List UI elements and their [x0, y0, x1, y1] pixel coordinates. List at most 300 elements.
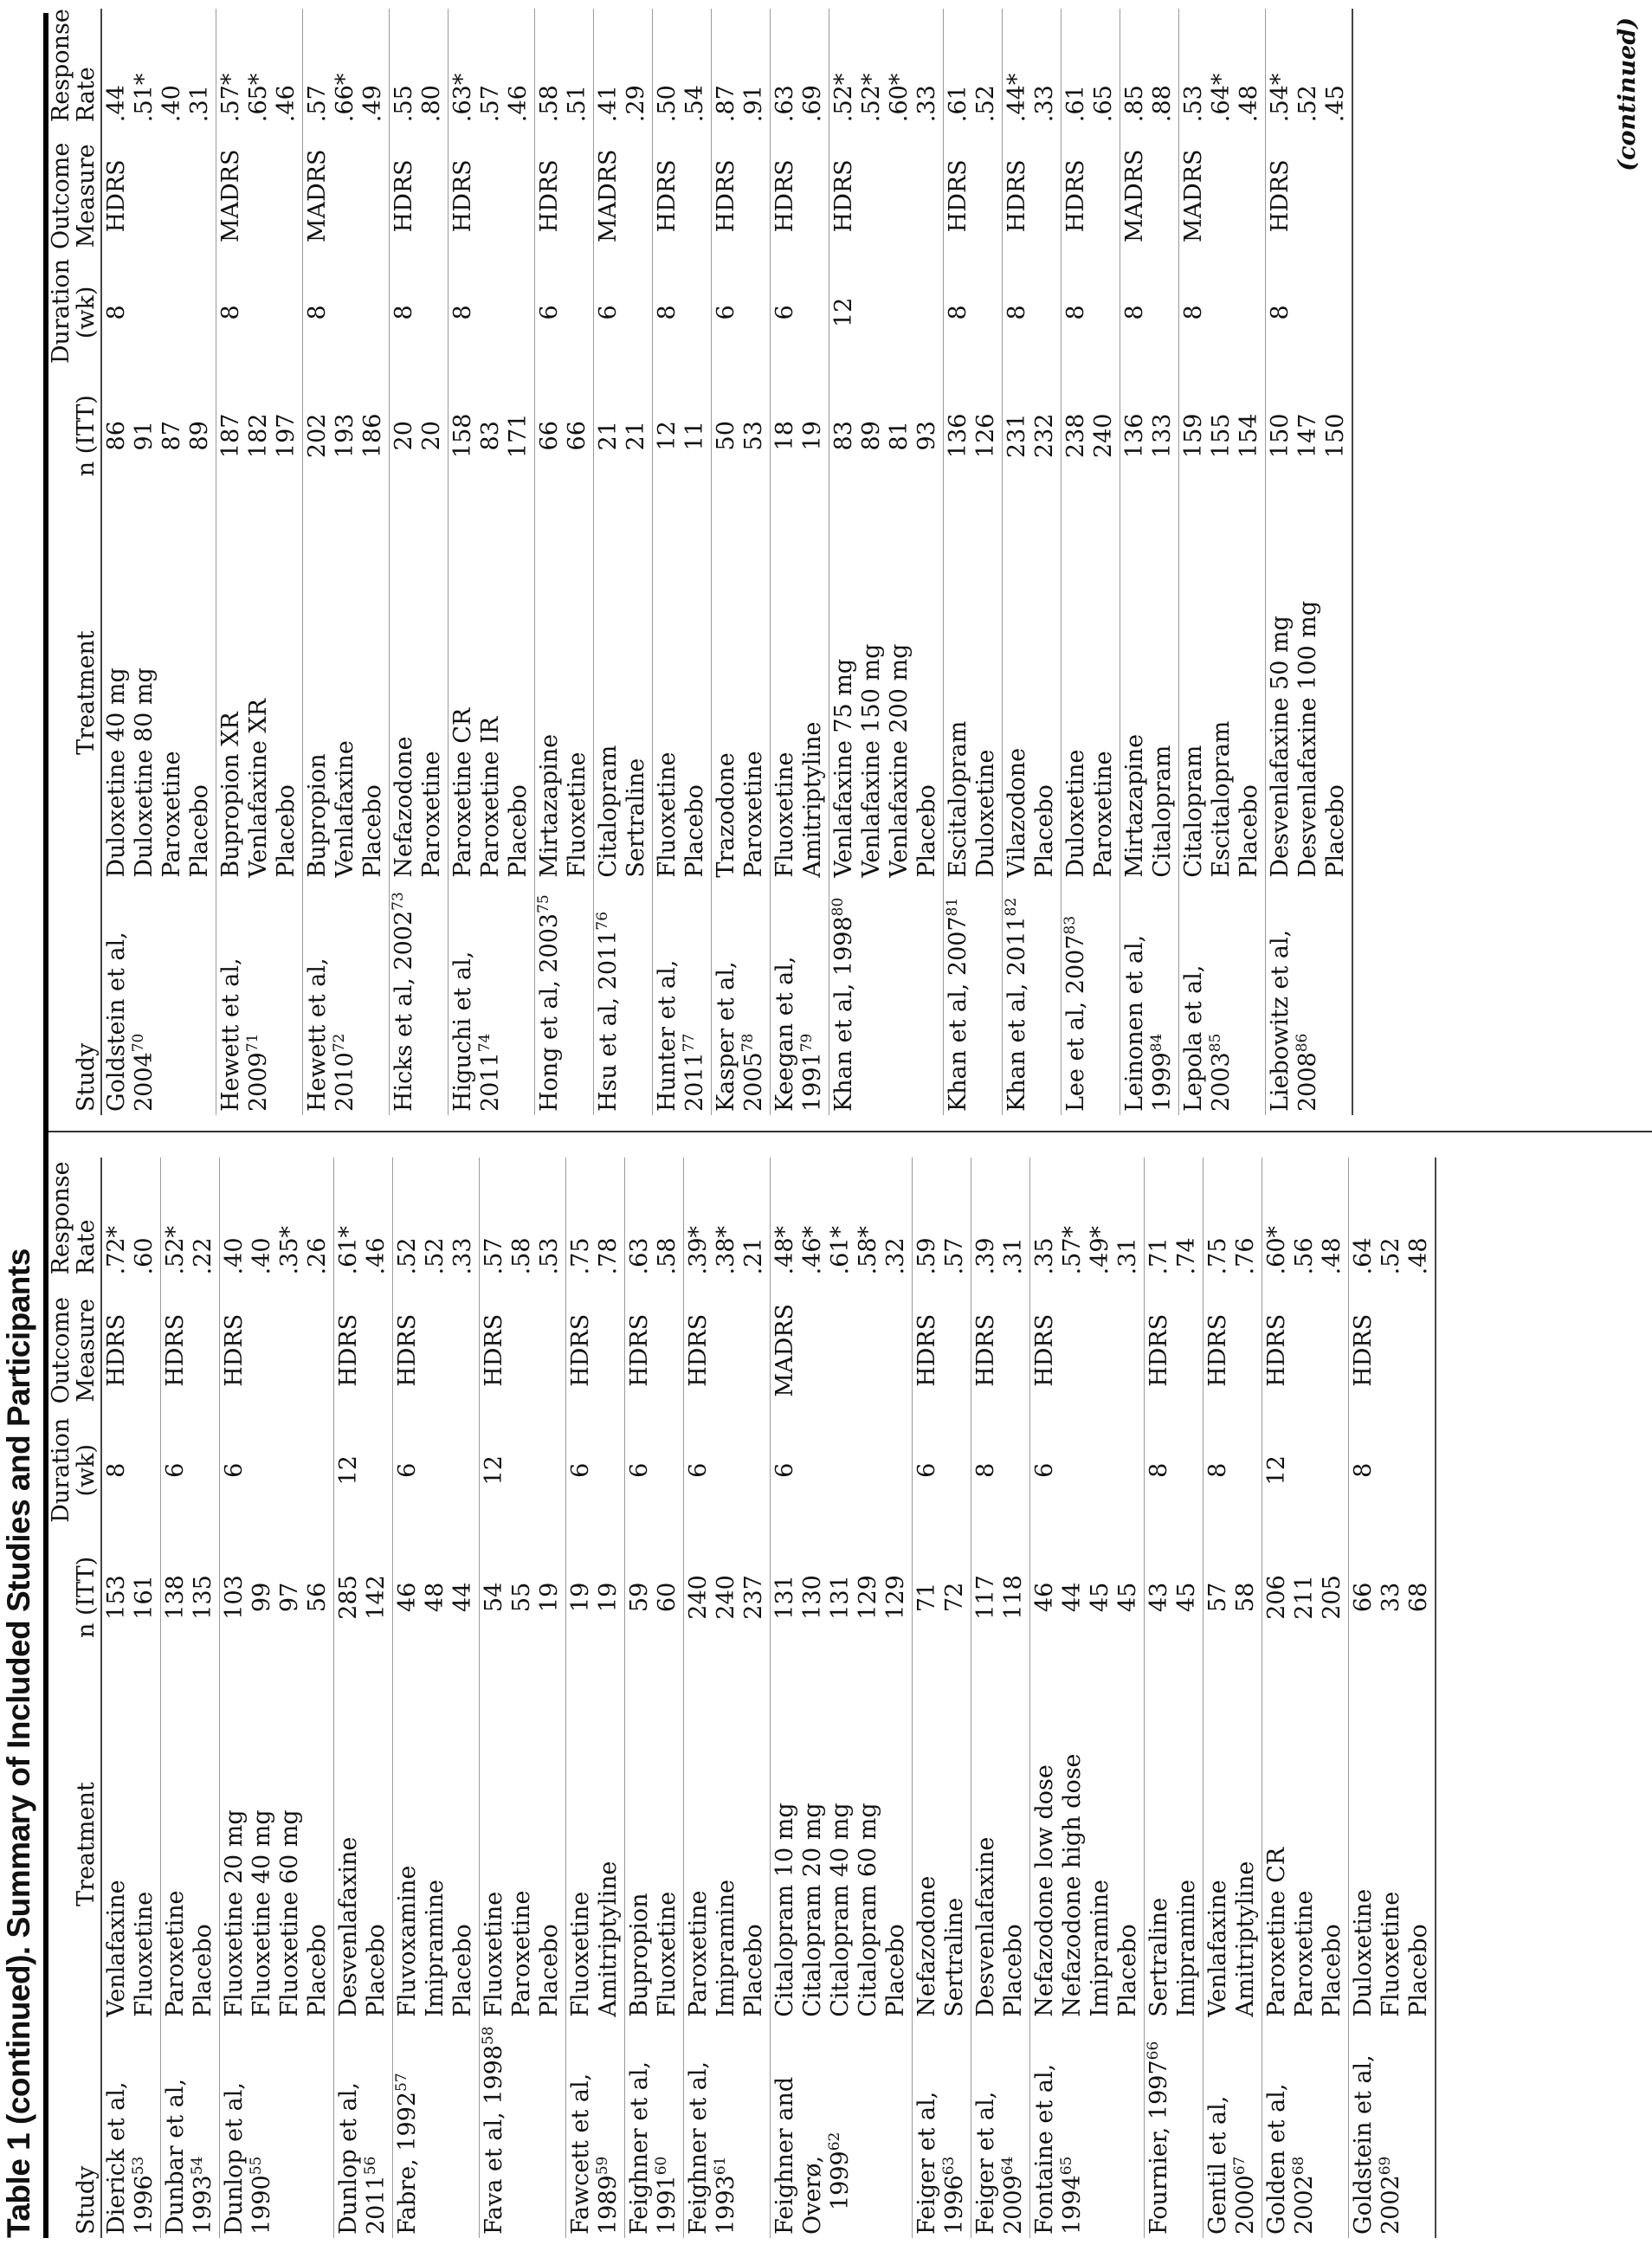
study-name-line [771, 885, 827, 1112]
treatment-name: Desvenlafaxine 100 mg [1294, 600, 1321, 878]
n-value: 171 [505, 413, 532, 459]
n-value: 19 [799, 421, 826, 451]
study-ref: 56 [362, 2156, 379, 2176]
table-body-right [101, 9, 1352, 1115]
rate-value: .53 [1180, 85, 1207, 123]
header-duration [48, 258, 101, 368]
treatment-name: Placebo [536, 1924, 563, 2017]
n-cell [1145, 1526, 1204, 1667]
treatment-name: Placebo [1322, 784, 1349, 878]
treatment-name: Paroxetine IR [477, 716, 504, 878]
measure-value: HDRS [830, 159, 857, 233]
treatment-cell [913, 1667, 971, 2020]
duration-value: 6 [394, 1462, 421, 1478]
rate-value: .52* [162, 1225, 189, 1275]
study-name-line [449, 885, 505, 1112]
treatment-name: Escitalopram [1208, 720, 1235, 878]
measure-cell [684, 1287, 771, 1414]
study-cell [829, 881, 944, 1115]
measure-value: HDRS [1204, 1313, 1231, 1387]
study-row [303, 9, 390, 1115]
measure-value: MADRS [304, 149, 331, 243]
n-cell [1349, 1526, 1436, 1667]
n-value: 20 [418, 421, 445, 451]
rate-value: .64* [1208, 73, 1235, 123]
n-cell [161, 1526, 220, 1667]
treatment-name: Fluoxetine [654, 1891, 681, 2017]
study-cell [1145, 2021, 1204, 2238]
rate-value: .60* [1263, 1225, 1290, 1275]
duration-cell [220, 1414, 334, 1526]
n-cell [480, 1526, 566, 1667]
header-row [48, 9, 101, 1115]
n-value: 193 [332, 413, 358, 459]
rate-value: .40 [221, 1237, 248, 1275]
rate-value: .52 [1378, 1237, 1404, 1275]
header-rate-line2: Rate [73, 67, 100, 123]
treatment-name: Fluoxetine 40 mg [248, 1809, 275, 2017]
rate-value: .57* [1059, 1225, 1086, 1275]
duration-cell [448, 258, 535, 368]
study-row [1179, 9, 1266, 1115]
study-ref: 73 [390, 892, 407, 911]
rate-value: .85 [1121, 85, 1148, 123]
n-value: 93 [913, 421, 940, 451]
header-treatment: Treatment [48, 504, 101, 880]
rate-value: .21 [740, 1237, 767, 1275]
rate-cell [220, 1158, 334, 1287]
study-cell [448, 881, 535, 1115]
treatment-cell [944, 504, 1003, 880]
study-cell [161, 2021, 220, 2238]
treatment-name: Nefazodone high dose [1059, 1753, 1086, 2017]
study-ref: 72 [331, 1033, 348, 1053]
rate-value: .46 [363, 1237, 390, 1275]
rate-cell [771, 1158, 913, 1287]
measure-value: MADRS [217, 149, 244, 243]
treatment-name: Citalopram 10 mg [771, 1803, 798, 2017]
duration-cell [1179, 258, 1266, 368]
n-value: 129 [882, 1575, 909, 1620]
n-value: 68 [1405, 1582, 1432, 1613]
rate-value: .52* [830, 73, 857, 123]
measure-value: HDRS [972, 1313, 999, 1387]
study-cell [535, 881, 594, 1115]
n-value: 83 [830, 421, 857, 451]
duration-cell [594, 258, 653, 368]
study-cell [1030, 2021, 1145, 2238]
duration-value: 12 [481, 1455, 507, 1486]
treatment-name: Placebo [681, 784, 708, 878]
rate-cell [1262, 1158, 1349, 1287]
study-row [594, 9, 653, 1115]
n-cell [971, 1526, 1030, 1667]
n-cell [684, 1526, 771, 1667]
measure-cell [1349, 1287, 1436, 1414]
duration-cell [712, 258, 771, 368]
rate-value: .44* [1003, 73, 1030, 123]
rate-cell [1204, 1158, 1262, 1287]
n-value: 155 [1208, 413, 1235, 459]
n-value: 211 [1291, 1575, 1318, 1620]
measure-cell [913, 1287, 971, 1414]
study-name-line [1031, 2024, 1087, 2235]
treatment-name: Fluoxetine 60 mg [276, 1809, 303, 2017]
rate-value: .74 [1173, 1237, 1200, 1275]
treatment-cell [448, 504, 535, 880]
treatment-name: Paroxetine [1291, 1890, 1318, 2017]
study-ref: 78 [739, 1033, 757, 1053]
duration-value: 8 [1145, 1462, 1172, 1478]
treatment-name: Mirtazapine [1121, 733, 1148, 878]
treatment-name: Fluoxetine [567, 1891, 594, 2017]
rate-value: .57 [481, 1237, 507, 1275]
treatment-name: Duloxetine 80 mg [131, 668, 158, 878]
duration-value: 8 [103, 1462, 130, 1478]
n-value: 117 [972, 1575, 999, 1620]
rate-value: .54 [681, 85, 708, 123]
n-value: 197 [273, 413, 300, 459]
treatment-name: Fluoxetine [131, 1891, 158, 2017]
rate-value: .57 [477, 85, 504, 123]
treatment-name: Paroxetine [158, 751, 185, 878]
n-value: 20 [390, 421, 417, 451]
study-row [653, 9, 712, 1115]
duration-cell [566, 1414, 625, 1526]
duration-value: 8 [390, 305, 417, 320]
study-ref: 63 [940, 2156, 958, 2176]
n-value: 19 [536, 1582, 563, 1613]
measure-cell [216, 134, 303, 257]
study-ref: 68 [1290, 2156, 1307, 2176]
rate-value: .39* [685, 1225, 712, 1275]
measure-value: HDRS [945, 159, 971, 233]
treatment-cell [1204, 1667, 1262, 2020]
rate-value: .49* [1087, 1225, 1113, 1275]
rate-value: .61* [335, 1225, 362, 1275]
rate-value: .48 [1236, 85, 1262, 123]
study-name-line [595, 885, 623, 1112]
study-row [771, 9, 829, 1115]
n-value: 147 [1294, 413, 1321, 459]
rate-value: .57* [217, 73, 244, 123]
header-duration-line1: Duration [48, 258, 74, 364]
n-value: 161 [131, 1575, 158, 1620]
n-cell [566, 1526, 625, 1667]
treatment-cell [1003, 504, 1062, 880]
duration-value: 6 [536, 305, 563, 320]
rate-cell [480, 1158, 566, 1287]
study-name: Kasper et al, 2005 [713, 961, 767, 1112]
treatment-name: Nefazodone low dose [1031, 1764, 1058, 2017]
study-row [448, 9, 535, 1115]
rate-cell [101, 1158, 161, 1287]
study-name: Fawcett et al, 1989 [567, 2073, 622, 2235]
n-value: 18 [771, 421, 798, 451]
measure-cell [971, 1287, 1030, 1414]
rate-cell [566, 1158, 625, 1287]
rate-value: .58 [508, 1237, 535, 1275]
n-value: 86 [103, 421, 130, 451]
n-value: 91 [131, 421, 158, 451]
treatment-name: Nefazodone [913, 1875, 940, 2017]
treatment-name: Paroxetine [1090, 751, 1117, 878]
rate-value: .40 [158, 85, 185, 123]
measure-cell [1120, 134, 1179, 257]
treatment-name: Paroxetine [162, 1890, 189, 2017]
treatment-name: Duloxetine [972, 749, 999, 878]
n-cell [771, 1526, 913, 1667]
study-ref: 75 [535, 894, 552, 913]
duration-value: 8 [1121, 305, 1148, 320]
n-value: 130 [799, 1575, 826, 1620]
study-name-line [481, 2024, 508, 2235]
rate-cell [829, 9, 944, 134]
study-ref: 84 [1148, 1033, 1165, 1053]
n-value: 21 [623, 421, 649, 451]
measure-cell [334, 1287, 393, 1414]
study-cell [971, 2021, 1030, 2238]
n-value: 59 [626, 1582, 653, 1613]
n-value: 50 [713, 421, 739, 451]
n-value: 285 [335, 1575, 362, 1620]
measure-cell [1145, 1287, 1204, 1414]
duration-value: 8 [972, 1462, 999, 1478]
rate-value: .58 [536, 85, 563, 123]
rate-value: .46* [799, 1225, 826, 1275]
header-measure-line2: Measure [73, 144, 100, 248]
n-value: 46 [394, 1582, 421, 1613]
n-value: 11 [681, 421, 708, 451]
study-name: Fabre, 1992 [394, 2091, 421, 2235]
measure-value: HDRS [335, 1313, 362, 1387]
treatment-name: Citalopram 40 mg [827, 1803, 854, 2017]
n-value: 60 [654, 1582, 681, 1613]
treatment-name: Duloxetine [1350, 1888, 1377, 2017]
rate-value: .39 [972, 1237, 999, 1275]
rate-value: .52 [972, 85, 999, 123]
rate-value: .22 [190, 1237, 216, 1275]
duration-value: 8 [654, 305, 681, 320]
study-row [771, 1158, 913, 2238]
duration-value: 6 [771, 305, 798, 320]
study-ref: 82 [1003, 897, 1020, 917]
treatment-name: Desvenlafaxine 50 mg [1267, 616, 1294, 878]
study-name: Liebowitz et al, 2008 [1267, 929, 1321, 1112]
rate-value: .35* [276, 1225, 303, 1275]
study-name: Fournier, 1997 [1145, 2060, 1172, 2235]
rate-value: .80 [418, 85, 445, 123]
measure-cell [1030, 1287, 1145, 1414]
table-right-half [48, 9, 1641, 1115]
treatment-cell [712, 504, 771, 880]
study-row [390, 9, 448, 1115]
treatment-cell [594, 504, 653, 880]
measure-cell [393, 1287, 480, 1414]
treatment-cell [535, 504, 594, 880]
n-cell [913, 1526, 971, 1667]
measure-cell [625, 1287, 684, 1414]
measure-cell [1262, 1287, 1349, 1414]
duration-value: 8 [1180, 305, 1207, 320]
study-name-line [394, 2024, 422, 2235]
rate-value: .87 [713, 85, 739, 123]
n-value: 56 [304, 1582, 331, 1613]
rate-value: .60 [131, 1237, 158, 1275]
study-row [480, 1158, 566, 2238]
treatment-name: Venlafaxine [332, 740, 358, 878]
measure-value: HDRS [103, 1313, 130, 1387]
study-ref: 59 [594, 2156, 611, 2176]
measure-value: HDRS [1350, 1313, 1377, 1387]
header-study: Study [48, 2021, 101, 2238]
n-value: 89 [858, 421, 885, 451]
study-name: Leinonen et al, 1999 [1121, 934, 1176, 1112]
study-cell [1120, 881, 1179, 1115]
n-value: 103 [221, 1575, 248, 1620]
study-row [101, 1158, 161, 2238]
measure-cell [653, 134, 712, 257]
study-name: Feiger et al, 1996 [913, 2091, 968, 2235]
study-cell [684, 2021, 771, 2238]
treatment-name: Placebo [304, 1924, 331, 2017]
duration-value: 8 [103, 305, 130, 320]
treatment-name: Fluoxetine [564, 751, 590, 878]
study-cell [393, 2021, 480, 2238]
n-value: 131 [827, 1575, 854, 1620]
header-measure-line1: Outcome [48, 142, 74, 249]
n-value: 66 [1350, 1582, 1377, 1613]
n-cell [334, 1526, 393, 1667]
study-row [220, 1158, 334, 2238]
n-value: 133 [1149, 413, 1176, 459]
measure-value: HDRS [685, 1313, 712, 1387]
n-value: 43 [1145, 1582, 1172, 1613]
treatment-name: Imipramine [422, 1879, 448, 2017]
duration-value: 12 [830, 297, 857, 328]
duration-cell [334, 1414, 393, 1526]
header-n: n (ITT) [48, 367, 101, 504]
measure-value: HDRS [221, 1313, 248, 1387]
study-ref: 57 [393, 2073, 410, 2092]
rate-value: .31 [1114, 1237, 1141, 1275]
rate-value: .71 [1145, 1237, 1172, 1275]
n-value: 87 [158, 421, 185, 451]
study-cell [1266, 881, 1353, 1115]
n-value: 46 [1031, 1582, 1058, 1613]
header-rate-line1: Response [48, 1161, 74, 1275]
measure-cell [1204, 1287, 1262, 1414]
duration-cell [216, 258, 303, 368]
treatment-name: Placebo [449, 1924, 476, 2017]
duration-cell [1266, 258, 1353, 368]
treatment-name: Escitalopram [945, 720, 971, 878]
treatment-cell [566, 1667, 625, 2020]
n-value: 182 [245, 413, 272, 459]
treatment-cell [684, 1667, 771, 2020]
measure-value: MADRS [1180, 149, 1207, 243]
duration-cell [1003, 258, 1062, 368]
measure-cell [220, 1287, 334, 1414]
n-value: 19 [595, 1582, 622, 1613]
treatment-name: Imipramine [1087, 1879, 1113, 2017]
rate-cell [625, 1158, 684, 1287]
study-ref: 53 [130, 2156, 147, 2176]
study-name: Lepola et al, 2003 [1180, 964, 1235, 1112]
treatment-name: Placebo [359, 784, 386, 878]
study-name-line [1263, 2024, 1319, 2235]
rate-value: .35 [1031, 1237, 1058, 1275]
rate-value: .49 [359, 85, 386, 123]
measure-value: MADRS [771, 1303, 798, 1397]
measure-cell [944, 134, 1003, 257]
rate-value: .56 [1291, 1237, 1318, 1275]
duration-cell [1262, 1414, 1349, 1526]
n-value: 54 [481, 1582, 507, 1613]
measure-cell [480, 1287, 566, 1414]
study-name-line [162, 2024, 217, 2235]
treatment-name: Citalopram 60 mg [855, 1803, 881, 2017]
study-cell [334, 2021, 393, 2238]
rate-value: .75 [567, 1237, 594, 1275]
study-row [535, 9, 594, 1115]
duration-value: 8 [217, 305, 244, 320]
treatment-name: Paroxetine [418, 751, 445, 878]
measure-value: HDRS [390, 159, 417, 233]
study-ref: 55 [248, 2156, 265, 2176]
treatment-cell [334, 1667, 393, 2020]
rate-cell [653, 9, 712, 134]
study-name: Dierick et al, 1996 [103, 2081, 158, 2235]
duration-cell [1204, 1414, 1262, 1526]
duration-cell [393, 1414, 480, 1526]
measure-value: HDRS [1003, 159, 1030, 233]
duration-value: 6 [221, 1462, 248, 1478]
study-row [334, 1158, 393, 2238]
n-value: 53 [740, 421, 767, 451]
treatment-name: Placebo [1000, 1924, 1027, 2017]
rate-value: .29 [623, 85, 649, 123]
measure-cell [390, 134, 448, 257]
treatment-name: Fluvoxamine [394, 1865, 421, 2017]
study-cell [101, 881, 216, 1115]
treatment-name: Bupropion [304, 753, 331, 878]
treatment-cell [303, 504, 390, 880]
rate-value: .60* [886, 73, 913, 123]
study-row [1120, 9, 1179, 1115]
treatment-name: Placebo [1405, 1924, 1432, 2017]
study-cell [913, 2021, 971, 2238]
n-cell [1179, 367, 1266, 504]
study-row [944, 9, 1003, 1115]
study-ref: 61 [712, 2156, 729, 2176]
study-cell [220, 2021, 334, 2238]
study-name: Hewett et al, 2010 [304, 958, 358, 1112]
rate-value: .69 [799, 85, 826, 123]
treatment-name: Paroxetine CR [1263, 1847, 1290, 2017]
rate-cell [334, 1158, 393, 1287]
header-study: Study [48, 881, 101, 1115]
study-name: Fontaine et al, 1994 [1031, 2063, 1086, 2235]
n-value: 231 [1003, 413, 1030, 459]
measure-value: HDRS [654, 159, 681, 233]
n-value: 154 [1236, 413, 1262, 459]
study-cell [1062, 881, 1120, 1115]
rate-cell [913, 1158, 971, 1287]
study-name-line [1204, 2024, 1260, 2235]
treatment-name: Placebo [1319, 1924, 1345, 2017]
study-name: Dunlop et al, 2011 [335, 2082, 390, 2235]
